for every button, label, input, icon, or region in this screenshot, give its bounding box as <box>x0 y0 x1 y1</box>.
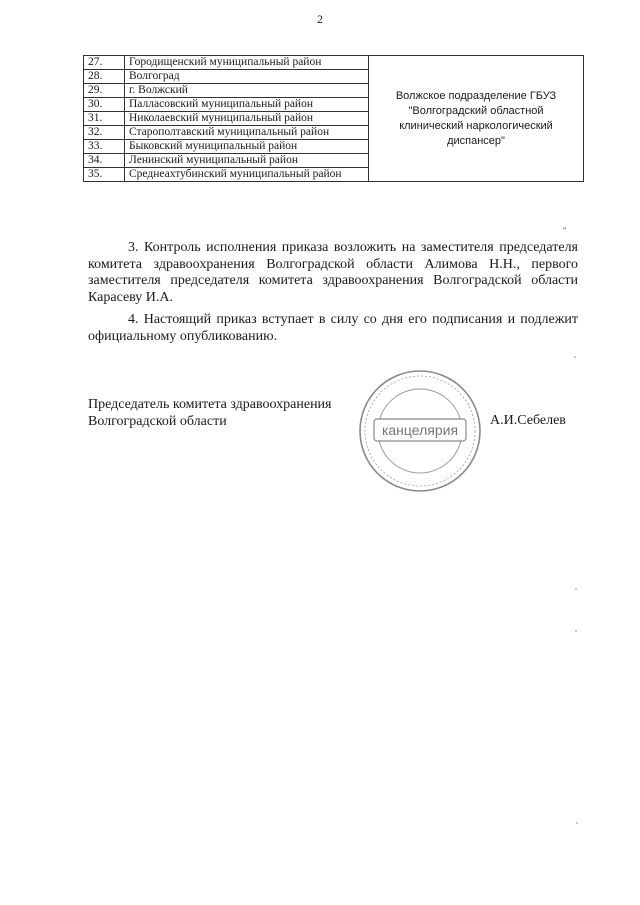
row-number: 32. <box>84 126 125 140</box>
paragraph-3: 3. Контроль исполнения приказа возложить на заместителя председателя комитета здравоохранения Волгоградской области Алимова Н.Н., первого заместителя председателя комитета здравоохранения Волгоградской области Карасеву И.А. <box>88 240 578 305</box>
closing-quote: " <box>563 226 567 235</box>
paragraph-4: 4. Настоящий приказ вступает в силу со дня его подписания и подлежит официальному опубликованию. <box>88 312 578 344</box>
row-number: 35. <box>84 168 125 182</box>
district-name: Быковский муниципальный район <box>125 140 369 154</box>
district-name: Ленинский муниципальный район <box>125 154 369 168</box>
district-name: Городищенский муниципальный район <box>125 56 369 70</box>
district-name: Палласовский муниципальный район <box>125 98 369 112</box>
signer-title-line2: Волгоградской области <box>88 413 227 429</box>
row-number: 29. <box>84 84 125 98</box>
signer-title <box>88 397 358 430</box>
district-name: г. Волжский <box>125 84 369 98</box>
scan-speck <box>576 822 578 824</box>
row-number: 34. <box>84 154 125 168</box>
page-number: 2 <box>317 12 323 26</box>
district-name: Волгоград <box>125 70 369 84</box>
row-number: 33. <box>84 140 125 154</box>
row-number: 28. <box>84 70 125 84</box>
table-row <box>84 56 584 70</box>
district-name: Николаевский муниципальный район <box>125 112 369 126</box>
district-name: Среднеахтубинский муниципальный район <box>125 168 369 182</box>
scan-speck <box>574 356 576 358</box>
stamp-label: канцелярия <box>381 422 459 438</box>
district-name: Старополтавский муниципальный район <box>125 126 369 140</box>
responsible-organization: Волжское подразделение ГБУЗ "Волгоградский областной клинический наркологический диспансер" <box>369 56 584 182</box>
scan-speck <box>575 630 577 632</box>
signer-name: А.И.Себелев <box>490 413 566 428</box>
signer-title-line1: Председатель комитета здравоохранения <box>88 397 332 412</box>
row-number: 27. <box>84 56 125 70</box>
scan-speck <box>575 588 577 590</box>
office-stamp <box>355 366 485 496</box>
row-number: 30. <box>84 98 125 112</box>
district-table <box>83 55 584 182</box>
row-number: 31. <box>84 112 125 126</box>
